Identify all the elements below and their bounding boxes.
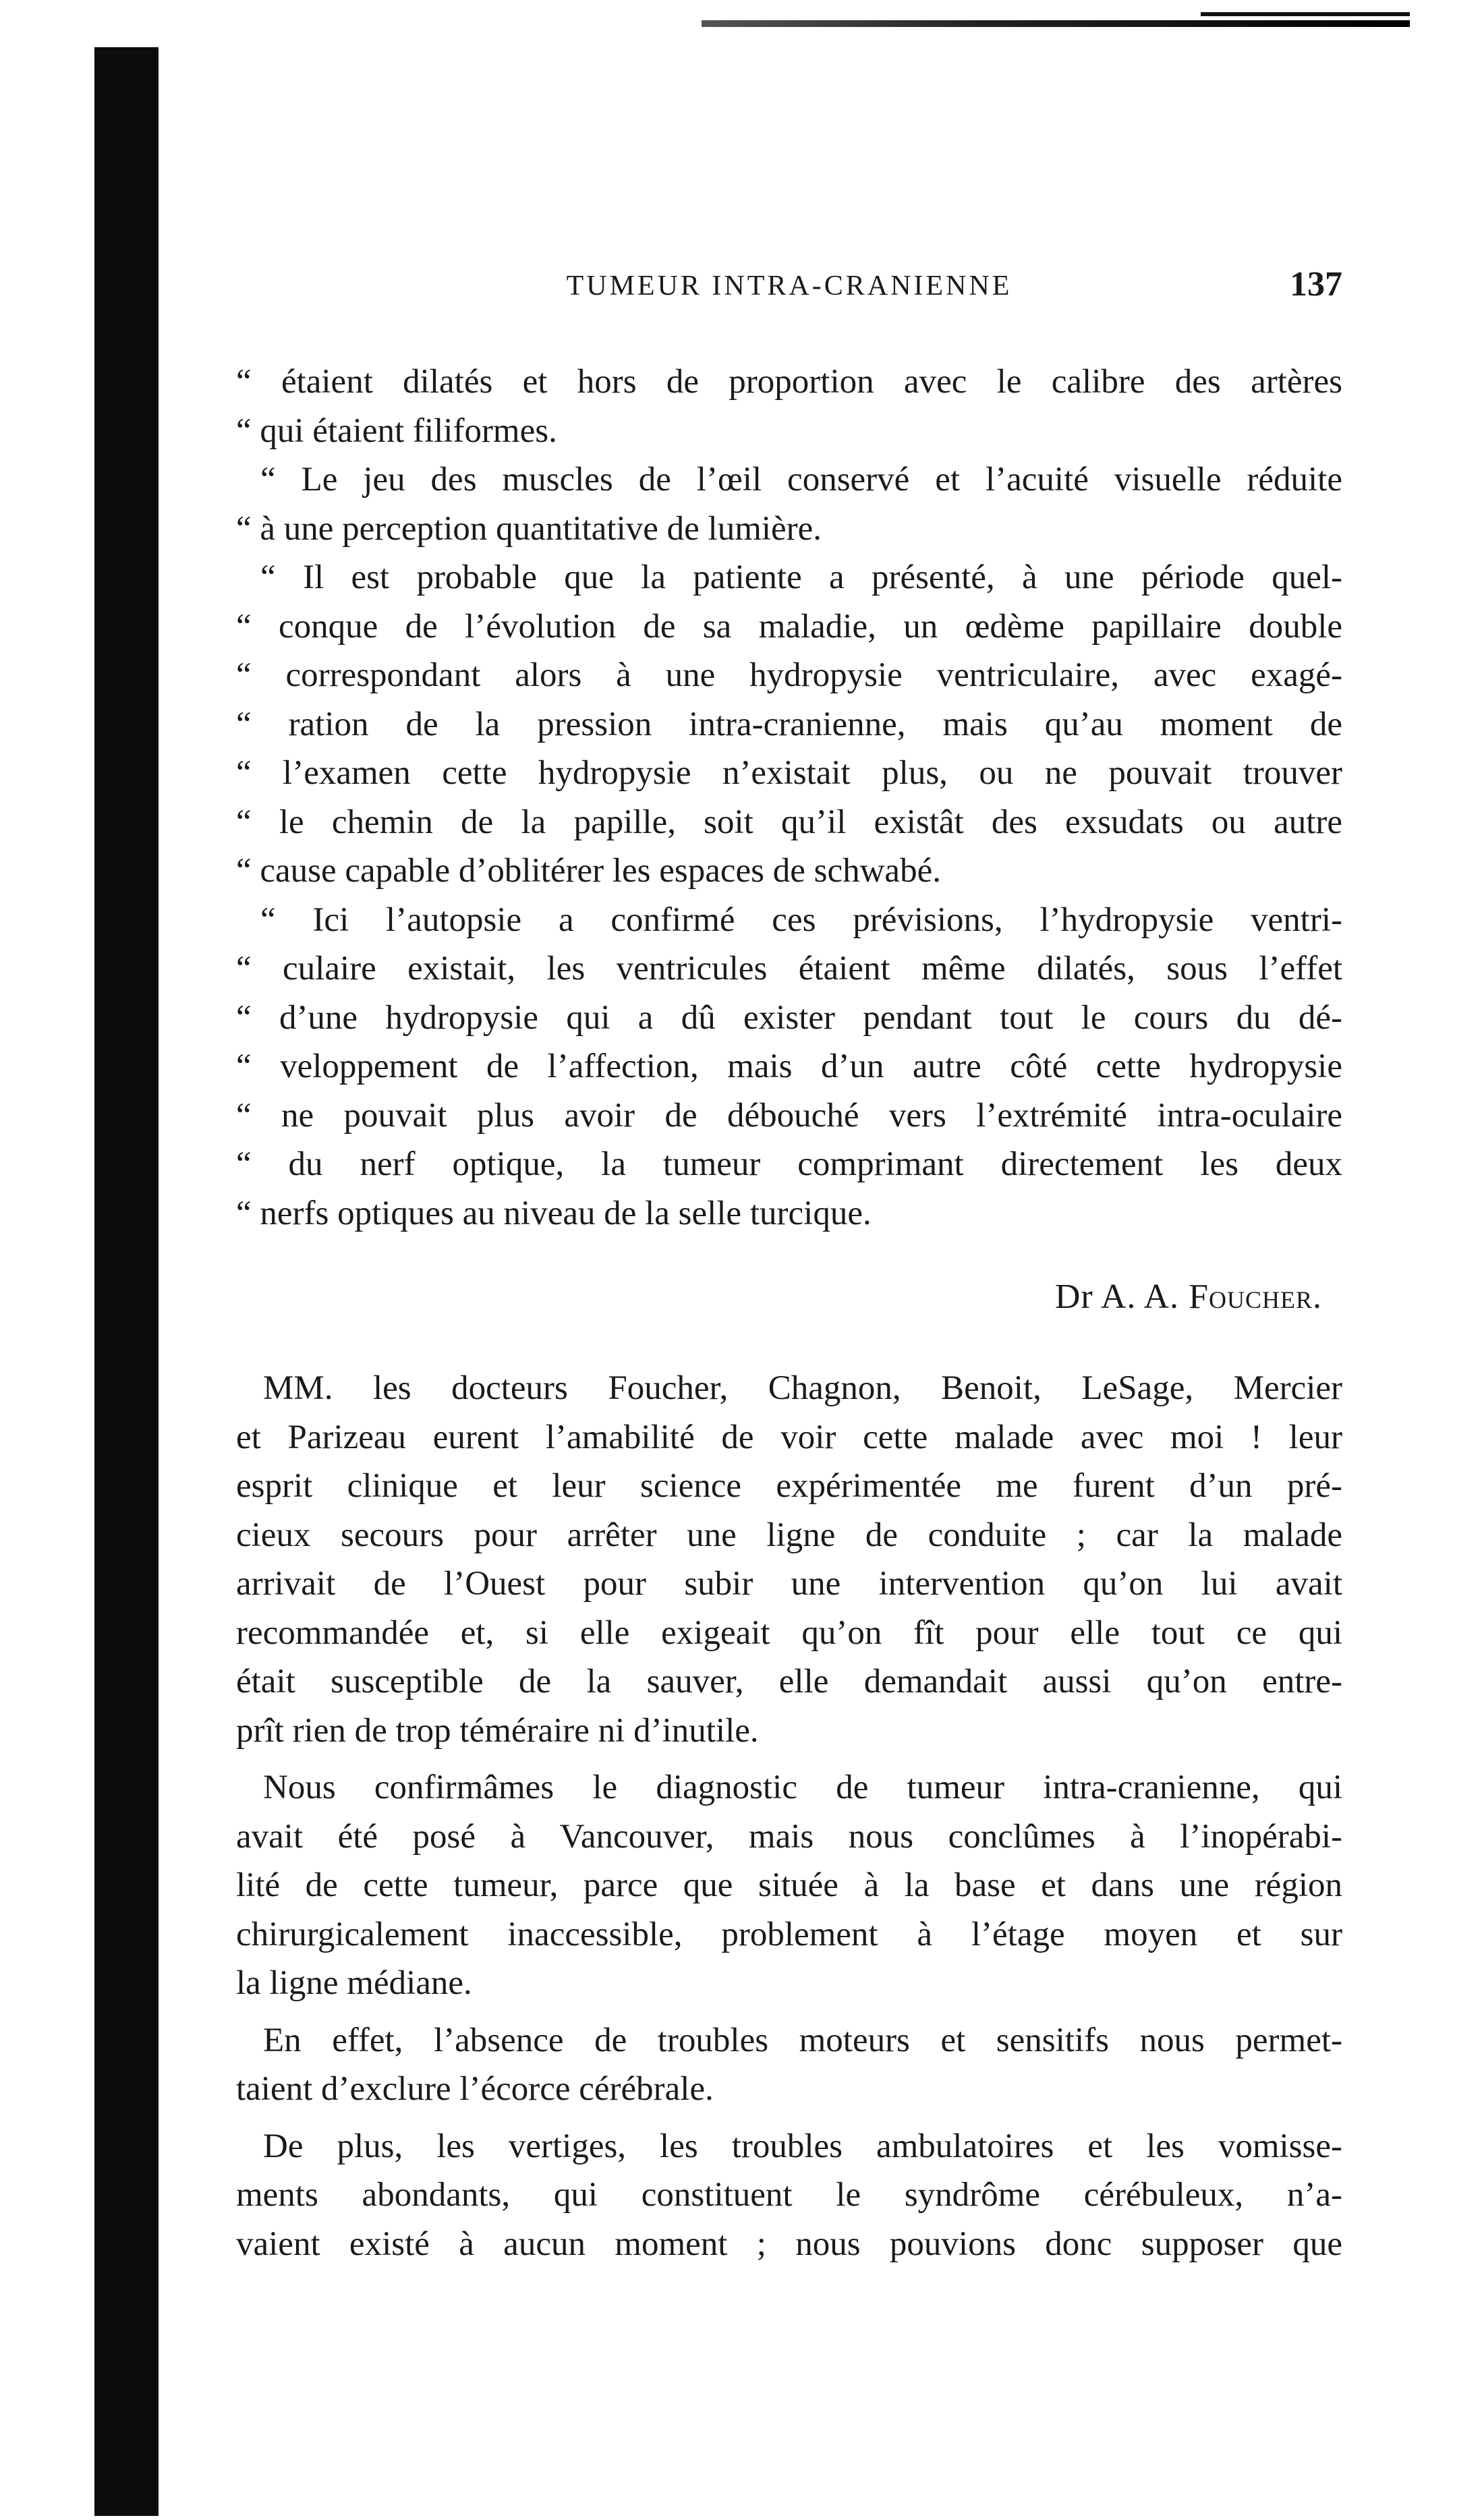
- quote-line: “ qui étaient filiformes.: [236, 411, 557, 450]
- quote-line: “ conque de l’évolution de sa maladie, un œdème papillaire double: [236, 607, 1342, 646]
- body-line: lité de cette tumeur, parce que située à la base et dans une région: [236, 1866, 1342, 1904]
- signature-name: Foucher.: [1189, 1278, 1322, 1316]
- body-paragraph: [236, 2122, 1342, 2269]
- quote-line: “ étaient dilatés et hors de proportion avec le calibre des artères: [236, 363, 1342, 401]
- body-line: chirurgicalement inaccessible, problement à l’étage moyen et sur: [236, 1915, 1342, 1953]
- quote-line: “ correspondant alors à une hydropysie ventriculaire, avec exagé-: [236, 656, 1342, 694]
- quote-line: “ à une perception quantitative de lumière.: [236, 509, 822, 548]
- body-line: recommandée et, si elle exigeait qu’on fît pour elle tout ce qui: [236, 1613, 1342, 1652]
- body-line: vaient existé à aucun moment ; nous pouvions donc supposer que: [236, 2225, 1342, 2263]
- body-line: était susceptible de la sauver, elle demandait aussi qu’on entre-: [236, 1663, 1342, 1700]
- quote-line: “ le chemin de la papille, soit qu’il existât des exsudats ou autre: [236, 803, 1342, 841]
- body-line: De plus, les vertiges, les troubles ambulatoires et les vomisse-: [263, 2127, 1342, 2165]
- quote-line: “ l’examen cette hydropysie n’existait plus, ou ne pouvait trouver: [236, 754, 1342, 792]
- body-paragraph: [236, 1364, 1342, 1755]
- body-line: prît rien de trop téméraire ni d’inutile.: [236, 1711, 759, 1750]
- book-page: [236, 265, 1342, 2276]
- body-line: la ligne médiane.: [236, 1964, 472, 2002]
- top-scan-rule: [702, 20, 1410, 27]
- quote-line: “ Le jeu des muscles de l’œil conservé et l’acuité visuelle réduite: [260, 461, 1342, 498]
- body-line: MM. les docteurs Foucher, Chagnon, Benoit, LeSage, Mercier: [263, 1369, 1342, 1407]
- quote-line: “ ration de la pression intra-cranienne, mais qu’au moment de: [236, 705, 1342, 743]
- body-line: En effet, l’absence de troubles moteurs et sensitifs nous permet-: [263, 2021, 1342, 2059]
- page-binding-edge: [94, 47, 159, 2516]
- running-head: TUMEUR INTRA-CRANIENNE: [566, 270, 1013, 302]
- signature-prefix: Dr A. A.: [1054, 1278, 1189, 1316]
- body-line: esprit clinique et leur science expérimentée me furent d’un pré-: [236, 1467, 1342, 1505]
- body-line: et Parizeau eurent l’amabilité de voir cette malade avec moi ! leur: [236, 1418, 1342, 1456]
- body-line: ments abondants, qui constituent le syndrôme cérébuleux, n’a-: [236, 2176, 1342, 2214]
- quoted-report: [236, 357, 1342, 1238]
- quote-line: “ ne pouvait plus avoir de débouché vers l’extrémité intra-oculaire: [236, 1096, 1342, 1135]
- quote-line: “ d’une hydropysie qui a dû exister pendant tout le cours du dé-: [236, 998, 1342, 1037]
- body-paragraph: [236, 1763, 1342, 2008]
- body-line: Nous confirmâmes le diagnostic de tumeur intra-cranienne, qui: [263, 1769, 1342, 1806]
- quote-line: “ nerfs optiques au niveau de la selle turcique.: [236, 1194, 872, 1232]
- signature: [236, 1277, 1322, 1317]
- body-line: arrivait de l’Ouest pour subir une intervention qu’on lui avait: [236, 1565, 1342, 1603]
- page-number: 137: [1290, 265, 1342, 304]
- body-text: [236, 1364, 1342, 2268]
- quote-line: “ Il est probable que la patiente a présenté, à une période quel-: [260, 559, 1342, 596]
- quote-line: “ du nerf optique, la tumeur comprimant directement les deux: [236, 1145, 1342, 1183]
- quote-line: “ Ici l’autopsie a confirmé ces prévisions, l’hydropysie ventri-: [260, 900, 1342, 939]
- page-header: [236, 265, 1342, 331]
- body-paragraph: [236, 2016, 1342, 2114]
- body-line: avait été posé à Vancouver, mais nous conclûmes à l’inopérabi-: [236, 1817, 1342, 1856]
- quote-line: “ veloppement de l’affection, mais d’un autre côté cette hydropysie: [236, 1048, 1342, 1085]
- quote-line: “ cause capable d’oblitérer les espaces de schwabé.: [236, 852, 941, 890]
- body-line: cieux secours pour arrêter une ligne de conduite ; car la malade: [236, 1516, 1342, 1554]
- top-scan-rule-thin: [1201, 12, 1410, 16]
- quote-line: “ culaire existait, les ventricules étaient même dilatés, sous l’effet: [236, 950, 1342, 987]
- body-line: taient d’exclure l’écorce cérébrale.: [236, 2070, 714, 2108]
